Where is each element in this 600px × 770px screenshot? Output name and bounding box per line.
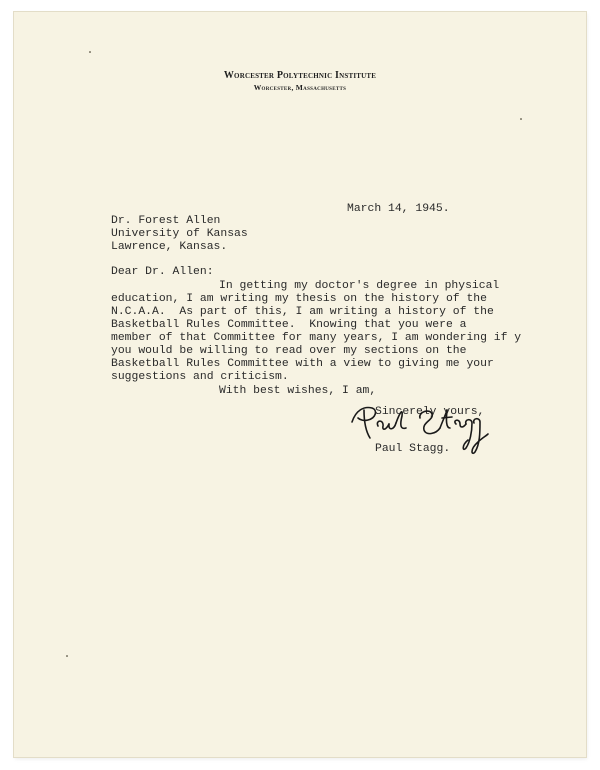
- body-line: you would be willing to read over my sections on the: [111, 345, 467, 357]
- body-line: suggestions and criticism.: [111, 371, 289, 383]
- recipient-institution: University of Kansas: [111, 228, 248, 240]
- body-line: N.C.A.A. As part of this, I am writing a history of the: [111, 306, 494, 318]
- signer-typed-name: Paul Stagg.: [375, 443, 451, 455]
- paper-speck: [66, 655, 68, 657]
- recipient-name: Dr. Forest Allen: [111, 215, 221, 227]
- body-line: education, I am writing my thesis on the history of the: [111, 293, 487, 305]
- body-line: Basketball Rules Committee with a view to giving me your: [111, 358, 494, 370]
- body-line: Basketball Rules Committee. Knowing that you were a: [111, 319, 467, 331]
- body-line: member of that Committee for many years, I am wondering if y: [111, 332, 522, 344]
- body-line: In getting my doctor's degree in physical: [219, 280, 500, 292]
- letter-date: March 14, 1945.: [347, 203, 450, 215]
- paper-speck: [520, 118, 522, 120]
- signature-text: Paul Stagg: [348, 457, 355, 458]
- letterhead-location: Worcester, Massachusetts: [253, 83, 347, 92]
- paper-speck: [89, 51, 91, 53]
- closing-line: With best wishes, I am,: [219, 385, 377, 397]
- recipient-city: Lawrence, Kansas.: [111, 241, 228, 253]
- valediction: Sincerely yours,: [375, 406, 485, 418]
- letterhead-institution: Worcester Polytechnic Institute: [223, 70, 377, 81]
- salutation: Dear Dr. Allen:: [111, 266, 214, 278]
